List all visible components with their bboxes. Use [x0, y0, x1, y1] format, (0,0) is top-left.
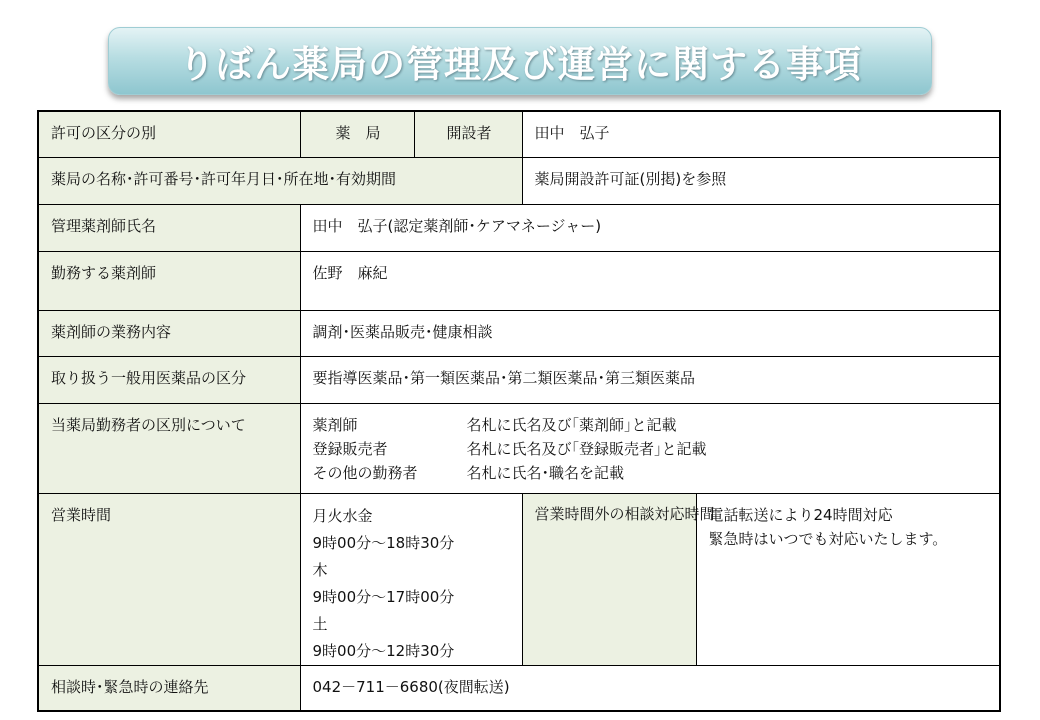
staff-item-other: その他の勤務者 名札に氏名･職名を記載 [312, 463, 625, 482]
duties-label: 薬剤師の業務内容 [38, 310, 300, 356]
staff-item-pharmacist: 薬剤師 名札に氏名及び｢薬剤師｣と記載 [312, 415, 677, 434]
hours-value [300, 493, 522, 665]
founder-label: 開設者 [414, 111, 522, 157]
after-hours-label: 営業時間外の相談対応時間 [522, 493, 696, 665]
contact-label: 相談時･緊急時の連絡先 [38, 665, 300, 711]
permit-label: 許可の区分の別 [38, 111, 300, 157]
table-row-otc [38, 356, 1000, 403]
duties-value: 調剤･医薬品販売･健康相談 [300, 310, 1000, 356]
after-hours-value [696, 493, 1000, 665]
hours-line: 月火水金 [312, 506, 373, 525]
title-banner [108, 27, 932, 95]
table-row-pharmacy-info [38, 157, 1000, 204]
table-row-permit [38, 111, 1000, 157]
page-title: りぼん薬局の管理及び運営に関する事項 [178, 43, 862, 86]
table-row-contact [38, 665, 1000, 711]
staff-label: 当薬局勤務者の区別について [38, 403, 300, 493]
hours-line: 木 [312, 560, 328, 579]
table-row-pharmacists [38, 251, 1000, 310]
manager-label: 管理薬剤師氏名 [38, 204, 300, 251]
pharmacists-label: 勤務する薬剤師 [38, 251, 300, 310]
otc-label: 取り扱う一般用医薬品の区分 [38, 356, 300, 403]
hours-label: 営業時間 [38, 493, 300, 665]
staff-value [300, 403, 1000, 493]
table-row-manager [38, 204, 1000, 251]
manager-value: 田中 弘子(認定薬剤師･ケアマネージャー) [300, 204, 1000, 251]
otc-value: 要指導医薬品･第一類医薬品･第二類医薬品･第三類医薬品 [300, 356, 1000, 403]
hours-line: 土 [312, 614, 328, 633]
contact-value: 042－711－6680(夜間転送) [300, 665, 1000, 711]
staff-item-registered-seller: 登録販売者 名札に氏名及び｢登録販売者｣と記載 [312, 439, 707, 458]
info-table [37, 110, 1001, 712]
founder-value: 田中 弘子 [522, 111, 1000, 157]
after-hours-line: 電話転送により24時間対応 [708, 505, 893, 524]
hours-line: 9時00分～18時30分 [312, 533, 455, 552]
pharmacy-info-value: 薬局開設許可証(別掲)を参照 [522, 157, 1000, 204]
table-row-staff [38, 403, 1000, 493]
after-hours-line: 緊急時はいつでも対応いたします。 [708, 529, 948, 548]
pharmacists-value: 佐野 麻紀 [300, 251, 1000, 310]
table-row-hours [38, 493, 1000, 665]
hours-line: 9時00分～17時00分 [312, 587, 455, 606]
hours-line: 9時00分～12時30分 [312, 641, 455, 660]
permit-value: 薬 局 [300, 111, 414, 157]
table-row-duties [38, 310, 1000, 356]
pharmacy-info-label: 薬局の名称･許可番号･許可年月日･所在地･有効期間 [38, 157, 522, 204]
